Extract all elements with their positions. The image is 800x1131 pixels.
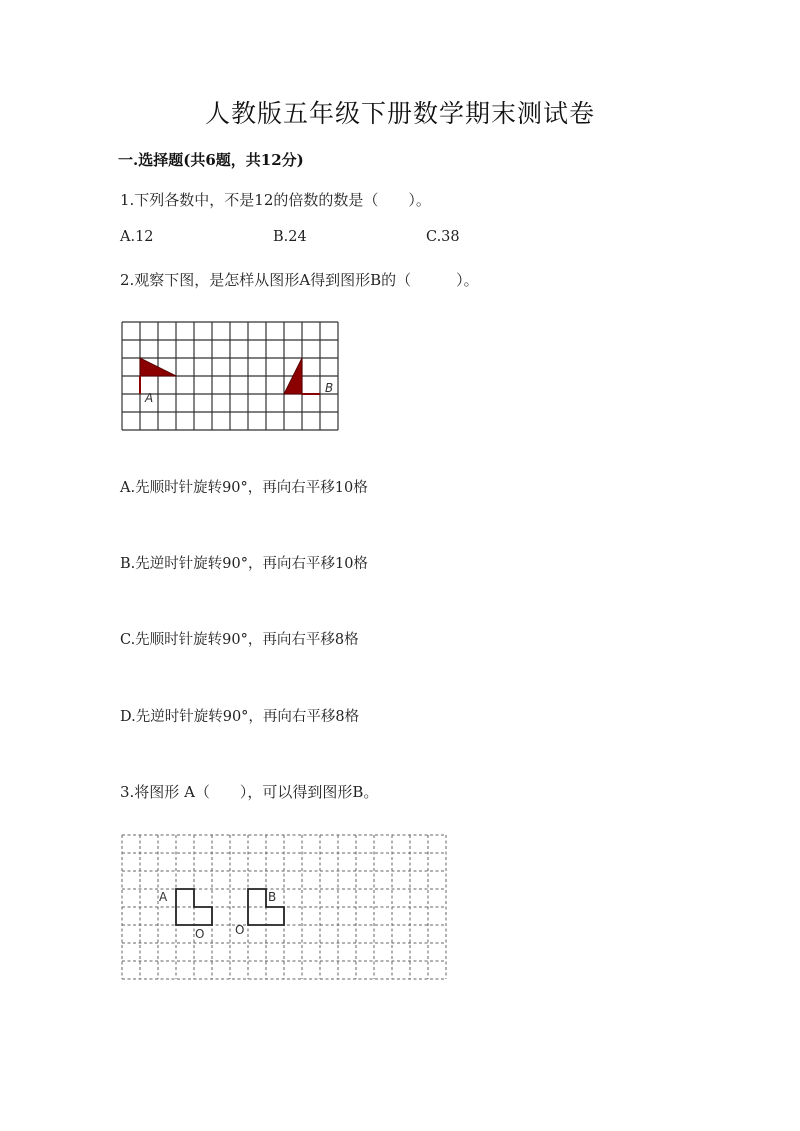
label-b: B (325, 381, 334, 395)
question-2-text: 2.观察下图，是怎样从图形A得到图形B的（ ）。 (120, 271, 479, 289)
question-1-option-b[interactable]: B.24 (273, 229, 307, 245)
label-a: A (159, 890, 168, 904)
label-a: A (145, 391, 154, 405)
question-1-option-c[interactable]: C.38 (426, 229, 460, 245)
question-2-option-d[interactable]: D.先逆时针旋转90°，再向右平移8格 (120, 709, 360, 725)
question-3-text: 3.将图形 A（ ），可以得到图形B。 (120, 783, 379, 801)
label-o-right: O (235, 923, 245, 937)
question-2-option-a[interactable]: A.先顺时针旋转90°，再向右平移10格 (120, 480, 368, 496)
label-b: B (268, 890, 277, 904)
question-2-option-c[interactable]: C.先顺时针旋转90°，再向右平移8格 (120, 632, 359, 648)
question-2-figure (122, 322, 340, 432)
section-heading: 一.选择题(共6题，共12分) (118, 151, 304, 169)
label-o-left: O (195, 927, 205, 941)
question-3-figure (122, 835, 444, 980)
question-1-text: 1.下列各数中，不是12的倍数的数是（ ）。 (120, 191, 431, 209)
page-title: 人教版五年级下册数学期末测试卷 (204, 99, 595, 128)
question-1-option-a[interactable]: A.12 (120, 229, 154, 245)
question-2-option-b[interactable]: B.先逆时针旋转90°，再向右平移10格 (120, 556, 368, 572)
